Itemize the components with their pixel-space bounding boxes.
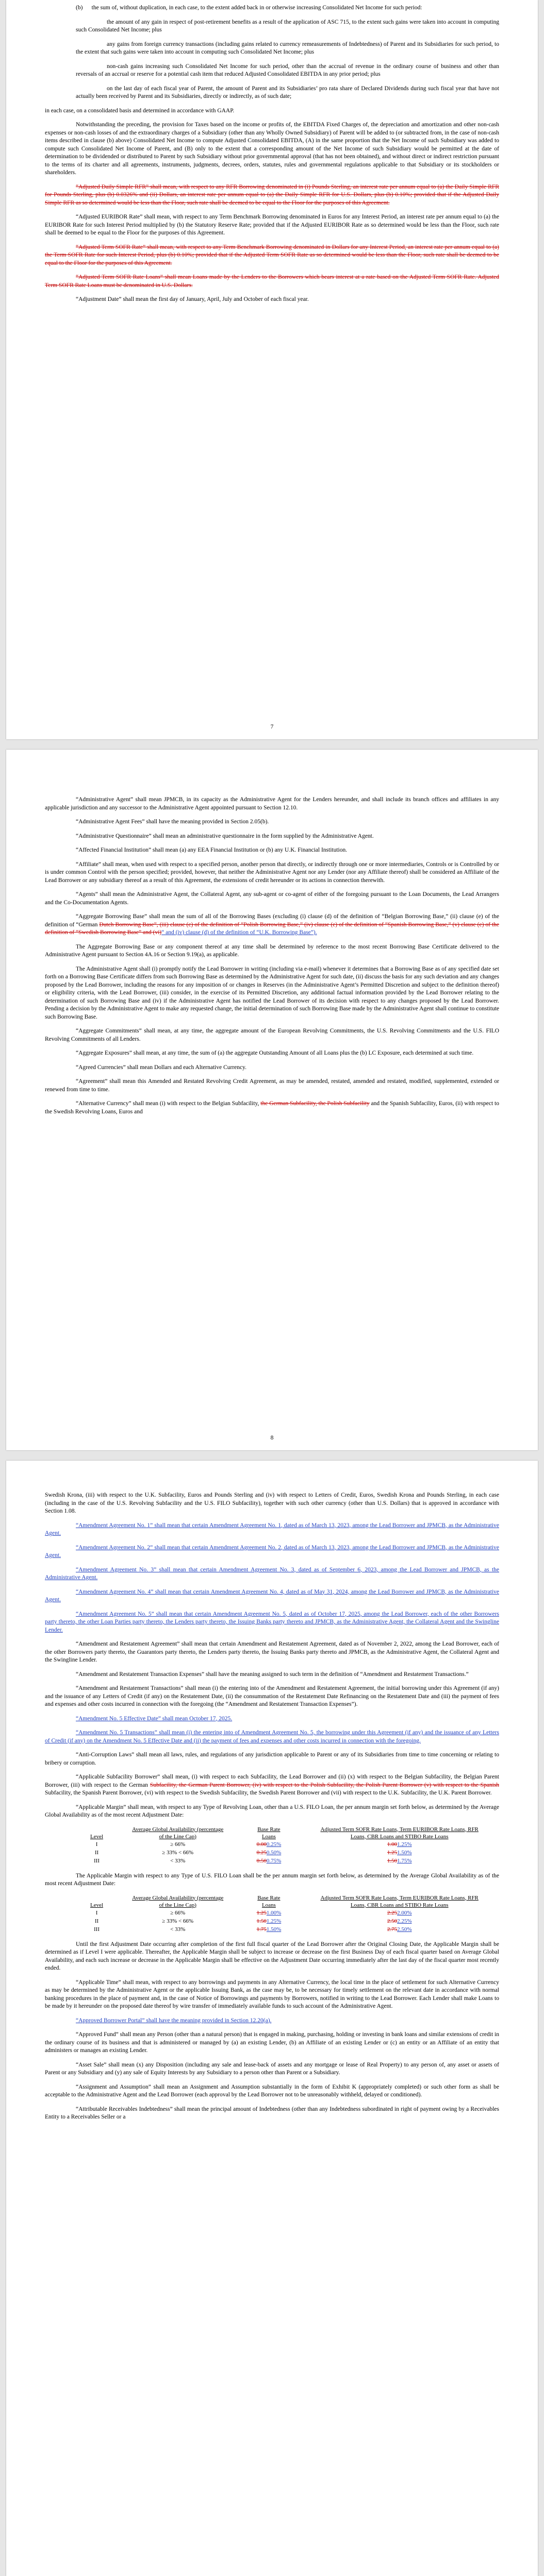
definition: “Aggregate Exposures” shall mean, at any time, the sum of (a) the aggregate Outstanding Amount of all Loans plus the (b) LC Exposure, each determined at such time.	[76, 1050, 474, 1056]
deleted-definition: “Adjusted Term SOFR Rate Loans” shall mean Loans made by the Lenders to the Borrowers which bears interest at a rate based on the Adjusted Term SOFR Rate. Adjusted Term SOFR Rate Loans must be denominated in U.S. Dollars.	[45, 274, 499, 289]
column-header: Adjusted Term SOFR Rate Loans, Term EURIBOR Rate Loans, RFR Loans, CBR Loans and STIBO Rate Loans	[320, 1894, 479, 1908]
inserted-value: 1.25%	[397, 1841, 412, 1848]
definition-applicable-subfacility-borrower	[45, 1773, 499, 1798]
deleted-value: 1.00	[387, 1841, 398, 1848]
definition: “Agreed Currencies” shall mean Dollars and each Alternative Currency.	[76, 1064, 247, 1071]
inserted-value: 2.00%	[397, 1909, 412, 1916]
column-header: Level	[90, 1902, 104, 1908]
inserted-definition: “Amendment Agreement No. 2” shall mean that certain Amendment Agreement No. 2, dated as of March 13, 2023, among the Lead Borrower and JPMCB, as the Administrative Agent.	[45, 1544, 499, 1558]
definition: “Agents” shall mean the Administrative Agent, the Collateral Agent, any sub-agent or co-agent of either of the foregoing pursuant to the Loan Documents, the Lead Arrangers and the Co-Documentation Agents.	[45, 891, 499, 906]
deleted-text: Dutch Borrowing Base”, (iii) clause (c) of the definition of “Polish Borrowing Base,” (iv) clause (e) of the definition of “Spanish Borrowing Base,” (v) clause (e) of the definition of “Swedish Borrowing Base” and (vi)	[45, 921, 500, 936]
definition: “Administrative Agent Fees” shall have the meaning provided in Section 2.05(b).	[76, 819, 269, 825]
paragraph: Until the first Adjustment Date occurring after completion of the first full fiscal quarter of the Lead Borrower after the Original Closing Date, the Applicable Margin shall be determined as if Level I were applicable. Thereafter, the Applicable Margin shall be subject to increase or decrease on the first Business Day of each fiscal quarter based on Average Global Availability, and each such increase or decrease in the Applicable Margin shall be effective on the Adjustment Date occurring immediately after the last day of the fiscal quarter most recently ended.	[45, 1941, 499, 1971]
deleted-value: 2.75	[387, 1926, 398, 1933]
table-cell: ≥ 66%	[170, 1841, 186, 1848]
text-run: Subfacility, the Spanish Parent Borrower, (vi) with respect to the Swedish Subfacility, the Swedish Parent Borrower and (vii) with respect to the U.K. Subfacility, the U.K. Parent Borrower.	[45, 1790, 492, 1796]
inserted-value: 1.75%	[397, 1857, 412, 1864]
inserted-value: 1.50%	[397, 1849, 412, 1856]
table-cell: II	[94, 1849, 99, 1856]
document-page-2	[6, 750, 538, 1450]
table-row	[76, 1849, 499, 1857]
list-item: non-cash gains increasing such Consolidated Net Income for such period, other than the accrual of revenue in the ordinary course of business and other than reversals of an accrual or reserve for a potential cash item that reduced Adjusted Consolidated EBITDA in any prior period; plus	[76, 63, 499, 77]
table-cell: ≥ 33% < 66%	[162, 1849, 194, 1856]
paragraph: The Aggregate Borrowing Base or any component thereof at any time shall be determined by reference to the most recent Borrowing Base Certificate delivered to the Administrative Agent pursuant to Section 4A.16 or Section 9.19(a), as applicable.	[45, 943, 499, 958]
table-cell: ≥ 66%	[170, 1909, 186, 1916]
table-cell	[238, 1840, 300, 1849]
table-cell	[238, 1857, 300, 1865]
definition: “Applicable Margin” shall mean, with respect to any Type of Revolving Loan, other than a U.S. FILO Loan, the per annum margin set forth below, as determined by the Average Global Availability as of the most recent Adjustment Date:	[45, 1804, 499, 1818]
paragraph: in each case, on a consolidated basis and determined in accordance with GAAP.	[45, 107, 235, 114]
inserted-definition: “Amendment Agreement No. 4” shall mean that certain Amendment Agreement No. 4, dated as of May 31, 2024, among the Lead Borrower and JPMCB, as the Administrative Agent.	[45, 1588, 499, 1603]
margin-table	[76, 1826, 499, 1865]
definition: “Amendment and Restatement Transactions” shall mean (i) the entering into of the Amendment and Restatement Agreement, the initial borrowing under this Agreement (if any) and the issuance of any Letters of Credit (if any) on the Restatement Date, (ii) the consummation of the Restatement Date Refinancing on the Restatement Date and (iii) the payment of fees and expenses and other costs incurred in connection with the foregoing (the “Amendment and Restatement Transaction Expenses”).	[45, 1685, 499, 1707]
page-number: 7	[270, 724, 274, 730]
table-cell	[300, 1925, 499, 1934]
table-cell: < 33%	[170, 1926, 186, 1933]
definition-aggregate-borrowing-base	[45, 913, 499, 937]
text-run: “Aggregate Borrowing Base” shall mean the sum of all of the Borrowing Bases (excluding (i) clause (d) of the definition of “Belgian Borrowing Base,” (ii) clause (e) of the definition of “German	[45, 913, 499, 928]
deleted-definition: “Adjusted Daily Simple RFR” shall mean, with respect to any RFR Borrowing denominated in (i) Pounds Sterling, an interest rate per annum equal to (a) the Daily Simple RFR for Pounds Sterling, plus (b) 0.0326% and (ii) Dollars, an interest rate per annum equal to (a) the Daily Simple RFR for U.S. Dollars, plus (b) 0.10%; provided that if the Adjusted Daily Simple RFR as so determined would be less than the Floor, such rate shall be deemed to be equal to the Floor for the purposes of this Agreement.	[45, 183, 499, 206]
inserted-definition: “Amendment Agreement No. 3” shall mean that certain Amendment Agreement No. 3, dated as of September 6, 2023, among the Lead Borrower and JPMCB, as the Administrative Agent.	[45, 1566, 499, 1581]
table-cell	[238, 1925, 300, 1934]
page-number: 8	[270, 1435, 274, 1441]
definition: “Assignment and Assumption” shall mean an Assignment and Assumption substantially in the form of Exhibit K (appropriately completed) or such other form as shall be acceptable to the Administrative Agent and the Lead Borrower (each approval by the Lead Borrower not to be unreasonably withheld, delayed or conditioned).	[45, 2083, 499, 2098]
inserted-value: 2.50%	[397, 1926, 412, 1933]
table-cell	[238, 1909, 300, 1917]
table-cell	[300, 1917, 499, 1925]
table-cell	[238, 1849, 300, 1857]
table-cell: III	[94, 1857, 100, 1864]
definition: “Attributable Receivables Indebtedness” shall mean the principal amount of Indebtedness (other than any Indebtedness subordinated in right of payment owing by a Receivables Entity to a Receivables Seller or a	[45, 2106, 499, 2120]
deleted-value: 0.25	[256, 1849, 267, 1856]
table-row	[76, 1909, 499, 1917]
deleted-text: the German Subfacility, the Polish Subfacility	[260, 1100, 370, 1107]
document-page-3	[6, 1461, 538, 2576]
deleted-value: 1.50	[256, 1918, 267, 1924]
paragraph-b: (b) the sum of, without duplication, in each case, to the extent added back in or otherwise increasing Consolidated Net Income for such period:	[76, 5, 422, 11]
deleted-value: 0.00	[256, 1841, 267, 1848]
column-header: Base Rate Loans	[257, 1826, 281, 1840]
list-item: on the last day of each fiscal year of Parent, the amount of Parent and its Subsidiaries’ pro rata share of Declared Dividends during such fiscal year that have not actually been received by Parent and its Subsidiaries, directly or indirectly, as of such date;	[76, 85, 499, 99]
table-cell: II	[94, 1918, 99, 1924]
column-header: Base Rate Loans	[257, 1894, 281, 1908]
column-header: Level	[90, 1833, 104, 1840]
definition: “Asset Sale” shall mean (x) any Disposition (including any sale and lease-back of assets and any mortgage or lease of Real Property) to any person of, any asset or assets of Parent or any Subsidiary and (y) any sale of Equity Interests by any Subsidiary to a person other than Parent or a Subsidiary.	[45, 2061, 499, 2076]
definition: “Administrative Questionnaire” shall mean an administrative questionnaire in the form supplied by the Administrative Agent.	[76, 833, 374, 839]
inserted-definition: “Amendment Agreement No. 5” shall mean that certain Amendment Agreement No. 5, dated as of October 17, 2025, among the Lead Borrower, each of the other Borrowers party thereto, the other Loan Parties party thereto, the Lenders party thereto, the Issuing Banks party thereto and JPMCB, as the Administrative Agent, the Collateral Agent and the Swingline Lender.	[45, 1611, 499, 1633]
paragraph: The Applicable Margin with respect to any Type of U.S. FILO Loan shall be the per annum margin set forth below, as determined by the Average Global Availability as of the most recent Adjustment Date:	[45, 1872, 499, 1887]
definition: “Anti-Corruption Laws” shall mean all laws, rules, and regulations of any jurisdiction applicable to Parent or any of its Subsidiaries from time to time concerning or relating to bribery or corruption.	[45, 1752, 499, 1766]
table-cell	[300, 1857, 499, 1865]
document-page-1	[6, 0, 538, 739]
table-row	[76, 1857, 499, 1865]
inserted-text: “ and (iv) clause (d) of the definition of “U.K. Borrowing Base”).	[161, 929, 317, 936]
definition: “Amendment and Restatement Transaction Expenses” shall have the meaning assigned to such term in the definition of “Amendment and Restatement Transactions.”	[76, 1671, 469, 1677]
inserted-definition: “Amendment Agreement No. 1” shall mean that certain Amendment Agreement No. 1, dated as of March 13, 2023, among the Lead Borrower and JPMCB, as the Administrative Agent.	[45, 1522, 499, 1536]
definition: “Applicable Time” shall mean, with respect to any borrowings and payments in any Alternative Currency, the local time in the place of settlement for such Alternative Currency as may be determined by the Administrative Agent or the applicable Issuing Bank, as the case may be, to be necessary for timely settlement on the relevant date in accordance with normal banking procedures in the place of payment and, in the case of Notice of Borrowings and payments by Borrowers, notified in writing to the Lead Borrower. Each Lender shall make Loans to be made by it hereunder on the proposed date thereof by wire transfer of immediately available funds to such account of the Administrative Agent.	[45, 1979, 499, 2009]
definition: “Affected Financial Institution” shall mean (a) any EEA Financial Institution or (b) any U.K. Financial Institution.	[76, 847, 348, 853]
inserted-definition: “Approved Borrower Portal” shall have the meaning provided in Section 12.20(a).	[76, 2017, 272, 2024]
definition: “Amendment and Restatement Agreement” shall mean that certain Amendment and Restatement Agreement, dated as of November 2, 2022, among the Lead Borrower, each of the other Borrowers party thereto, the Guarantors party thereto, the Lenders party thereto, the Issuing Banks party thereto and JPMCB, as the Administrative Agent, the Collateral Agent and the Swingline Lender.	[45, 1641, 499, 1663]
deleted-value: 0.50	[256, 1857, 267, 1864]
deleted-value: 2.25	[387, 1909, 398, 1916]
deleted-value: 2.50	[387, 1918, 398, 1924]
inserted-value: 0.25%	[266, 1841, 282, 1848]
definition: “Agreement” shall mean this Amended and Restated Revolving Credit Agreement, as may be amended, restated, amended and restated, modified, supplemented, extended or renewed from time to time.	[45, 1078, 499, 1093]
table-cell: I	[95, 1909, 98, 1916]
definition: “Aggregate Commitments” shall mean, at any time, the aggregate amount of the European Revolving Commitments, the U.S. Revolving Commitments and the U.S. FILO Revolving Commitments of all Lenders.	[45, 1028, 499, 1042]
list-item: any gains from foreign currency transactions (including gains related to currency remeasurements of Indebtedness) of Parent and its Subsidiaries for such period, to the extent that such gains were taken into account in computing such Consolidated Net Income; plus	[76, 41, 499, 55]
text-run: “Applicable Subfacility Borrower” shall mean, (i) with respect to each Subfacility, the Lead Borrower and (ii) (x) with respect to the Belgian Subfacility, the Belgian Parent Borrower, (iii) with respect to the German	[45, 1774, 499, 1788]
inserted-value: 0.50%	[266, 1849, 282, 1856]
definition: “Administrative Agent” shall mean JPMCB, in its capacity as the Administrative Agent for the Lenders hereunder, and shall include its branch offices and affiliates in any applicable jurisdiction and any successor to the Administrative Agent appointed pursuant to Section 12.10.	[45, 796, 499, 811]
paragraph: The Administrative Agent shall (i) promptly notify the Lead Borrower in writing (including via e-mail) whenever it determines that a Borrowing Base as of any specified date set forth on a Borrowing Base Certificate differs from such Borrowing Base as determined by the Administrative Agent for such date, (ii) discuss the basis for any such deviation and any changes proposed by the Lead Borrower, including the reasons for any imposition of or changes in Reserves (in the Administrative Agent’s Permitted Discretion and subject to the definition thereof) or eligibility criteria, with the Lead Borrower, (iii) consider, in the exercise of its Permitted Discretion, any additional factual information provided by the Lead Borrower relating to the determination of such Borrowing Base and (iv) if the Administrative Agent has notified the Lead Borrower of its decision with respect to any changes proposed by the Lead Borrower. Pending a decision by the Administrative Agent to make any requested change, the initial determination of such Borrowing Base made by the Administrative Agent shall continue to constitute such Borrowing Base.	[45, 965, 499, 1020]
table-row	[76, 1840, 499, 1849]
definition-alternative-currency	[45, 1100, 499, 1116]
column-header: Average Global Availability (percentage of the Line Cap)	[132, 1826, 224, 1840]
inserted-value: 1.25%	[266, 1918, 282, 1924]
inserted-value: 2.25%	[397, 1918, 412, 1924]
table-cell	[300, 1849, 499, 1857]
deleted-value: 1.25	[256, 1909, 267, 1916]
definition: “Affiliate” shall mean, when used with respect to a specified person, another person that directly, or indirectly through one or more intermediaries, Controls or is Controlled by or is under common Control with the person specified; provided, however, that neither the Administrative Agent nor any Lender (nor any Affiliate thereof) shall be considered an Affiliate of the Lead Borrower or any subsidiary thereof as a result of this Agreement, the extensions of credit hereunder or its actions in connection therewith.	[45, 861, 499, 884]
paragraph: Swedish Krona, (iii) with respect to the U.K. Subfacility, Euros and Pounds Sterling and (iv) with respect to Letters of Credit, Euros, Swedish Krona and Pounds Sterling, in each case (including in the case of the U.S. Revolving Subfacility and the U.S. FILO Subfacility), together with such other currency (other than U.S. Dollars) that is approved in accordance with Section 1.08.	[45, 1492, 499, 1514]
table-cell: III	[94, 1926, 100, 1933]
deleted-value: 1.75	[256, 1926, 267, 1933]
inserted-value: 1.00%	[266, 1909, 282, 1916]
inserted-definition: “Amendment No. 5 Transactions” shall mean (i) the entering into of Amendment Agreement No. 5, the borrowing under this Agreement (if any) and the issuance of any Letters of Credit (if any) on the Amendment No. 5 Effective Date and (ii) the payment of fees and expenses and other costs incurred in connection with the foregoing.	[45, 1730, 499, 1744]
definition: “Adjusted EURIBOR Rate” shall mean, with respect to any Term Benchmark Borrowing denominated in Euros for any Interest Period, an interest rate per annum equal to (a) the EURIBOR Rate for such Interest Period multiplied by (b) the Statutory Reserve Rate; provided that if the Adjusted EURIBOR Rate as so determined would be less than the Floor, such rate shall be deemed to be equal to the Floor for the purposes of this Agreement.	[45, 214, 499, 236]
table-cell: < 33%	[170, 1857, 186, 1864]
inserted-definition: “Amendment No. 5 Effective Date” shall mean October 17, 2025.	[76, 1715, 233, 1722]
table-row	[76, 1925, 499, 1934]
text-run: “Alternative Currency” shall mean (i) with respect to the Belgian Subfacility,	[76, 1100, 259, 1107]
deleted-value: 1.50	[387, 1857, 398, 1864]
deleted-text: Subfacility, the German Parent Borrower, (iv) with respect to the Polish Subfacility, the Polish Parent Borrower (v) with respect to the Spanish	[150, 1782, 499, 1788]
definition: “Adjustment Date” shall mean the first day of January, April, July and October of each fiscal year.	[76, 296, 309, 302]
column-header: Average Global Availability (percentage of the Line Cap)	[132, 1894, 224, 1908]
table-cell	[300, 1840, 499, 1849]
table-cell: ≥ 33% < 66%	[162, 1918, 194, 1924]
paragraph: Notwithstanding the preceding, the provision for Taxes based on the income or profits of, the EBITDA Fixed Charges of, the depreciation and amortization and other non-cash expenses or non-cash losses of and the extraordinary charges of a Subsidiary (other than any Wholly Owned Subsidiary) of Parent will be added to (or subtracted from, in the case of non-cash items described in clause (b) above) Consolidated Net Income to compute Adjusted Consolidated EBITDA, (A) in the same proportion that the Net Income of such Subsidiary was added to compute such Consolidated Net Income of Parent, and (B) only to the extent that a corresponding amount of the Net Income of such Subsidiary would be permitted at the date of determination to be dividended or distributed to Parent by such Subsidiary without prior governmental approval (that has not been obtained), and without direct or indirect restriction pursuant to the terms of its charter and all agreements, instruments, judgments, decrees, orders, statutes, rules and governmental regulations applicable to that Subsidiary or its stockholders or shareholders.	[45, 122, 499, 176]
table-cell: I	[95, 1841, 98, 1848]
table-cell	[238, 1917, 300, 1925]
deleted-definition: “Adjusted Term SOFR Rate” shall mean, with respect to any Term Benchmark Borrowing denominated in Dollars for any Interest Period, an interest rate per annum equal to (a) the Term SOFR Rate for such Interest Period, plus (b) 0.10%; provided that if the Adjusted Term SOFR Rate as so determined would be less than the Floor, such rate shall be deemed to be equal to the Floor for the purposes of this Agreement.	[45, 244, 499, 266]
table-row	[76, 1917, 499, 1925]
text-run: and the Spanish Subfacility, Euros, (ii) with respect to the Swedish Revolving Loans, Euros and	[45, 1100, 499, 1115]
definition: “Approved Fund” shall mean any Person (other than a natural person) that is engaged in making, purchasing, holding or investing in bank loans and similar extensions of credit in the ordinary course of its business and that is administered or managed by (a) an existing Lender, (b) an Affiliate of an existing Lender or (c) an entity or an Affiliate of an entity that administers or manages an existing Lender.	[45, 2031, 499, 2054]
inserted-value: 0.75%	[266, 1857, 282, 1864]
table-cell	[300, 1909, 499, 1917]
filo-margin-table	[76, 1894, 499, 1934]
list-item: the amount of any gain in respect of post-retirement benefits as a result of the application of ASC 715, to the extent such gains were taken into account in computing such Consolidated Net Income; plus	[76, 19, 499, 33]
column-header: Adjusted Term SOFR Rate Loans, Term EURIBOR Rate Loans, RFR Loans, CBR Loans and STIBO Rate Loans	[320, 1826, 479, 1840]
inserted-value: 1.50%	[266, 1926, 282, 1933]
deleted-value: 1.25	[387, 1849, 398, 1856]
